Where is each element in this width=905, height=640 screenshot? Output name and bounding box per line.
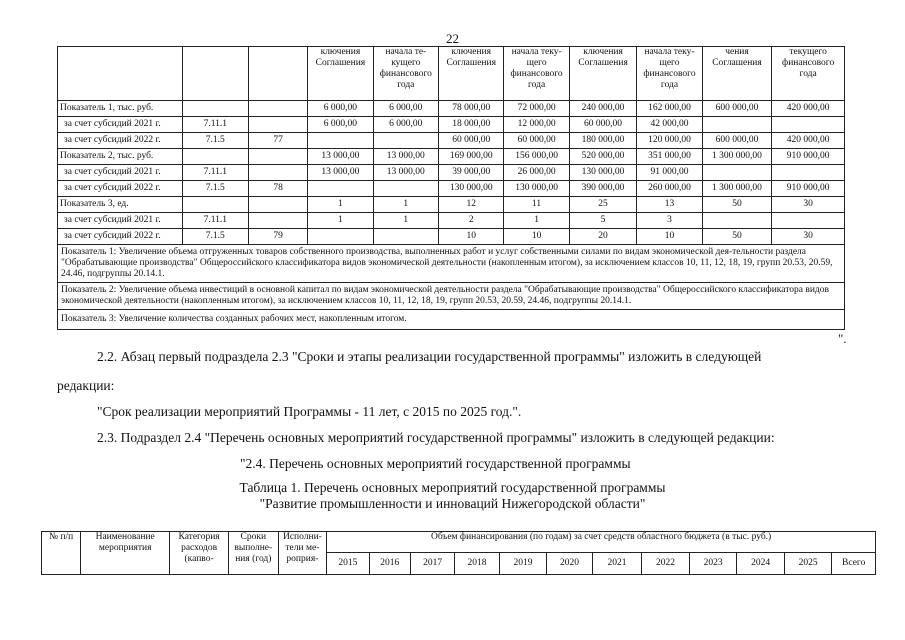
value-cell: 11 — [504, 197, 569, 213]
col-category-header: Категория расходов (капво- — [170, 532, 229, 575]
value-cell — [772, 165, 845, 181]
closing-quote: ". — [838, 331, 847, 346]
col-name-header: Наименование мероприятия — [81, 532, 170, 575]
indicators-header-cell: ключения Соглашения — [439, 47, 504, 101]
value-cell — [373, 133, 438, 149]
year-header-cell: 2016 — [369, 552, 410, 574]
table-row — [58, 197, 845, 213]
value-cell: 6 000,00 — [373, 101, 438, 117]
value-cell: 130 000,00 — [569, 165, 636, 181]
indicators-table — [57, 46, 845, 330]
indicators-header-cell: начала те-кущего финансового года — [373, 47, 438, 101]
value-cell: 156 000,00 — [504, 149, 569, 165]
value-cell: 60 000,00 — [569, 117, 636, 133]
value-cell — [373, 181, 438, 197]
value-cell: 72 000,00 — [504, 101, 569, 117]
year-header-cell: 2024 — [737, 552, 785, 574]
indicators-header-cell: ключения Соглашения — [569, 47, 636, 101]
value-cell: 130 000,00 — [439, 181, 504, 197]
note-row — [58, 245, 845, 283]
row-id-cell — [249, 101, 308, 117]
year-header-cell: 2022 — [642, 552, 690, 574]
value-cell: 420 000,00 — [772, 133, 845, 149]
indicators-header-cell — [249, 47, 308, 101]
value-cell: 6 000,00 — [308, 117, 373, 133]
section-heading: "2.4. Перечень основных мероприятий государственной программы — [240, 456, 631, 471]
year-header-cell: 2019 — [499, 552, 547, 574]
note-row — [58, 283, 845, 310]
row-label-cell: за счет субсидий 2021 г. — [58, 165, 183, 181]
value-cell — [308, 133, 373, 149]
value-cell: 6 000,00 — [308, 101, 373, 117]
note-row — [58, 310, 845, 330]
indicator-note: Показатель 3: Увеличение количества созданных рабочих мест, накопленным итогом. — [58, 310, 845, 330]
value-cell — [308, 229, 373, 245]
value-cell: 30 — [772, 197, 845, 213]
value-cell: 240 000,00 — [569, 101, 636, 117]
value-cell: 78 000,00 — [439, 101, 504, 117]
measures-table-header — [41, 531, 876, 575]
value-cell: 42 000,00 — [637, 117, 702, 133]
indicators-header-cell: начала теку-щего финансового года — [504, 47, 569, 101]
value-cell: 60 000,00 — [504, 133, 569, 149]
row-label-cell: за счет субсидий 2022 г. — [58, 181, 183, 197]
value-cell: 600 000,00 — [702, 133, 772, 149]
value-cell: 12 — [439, 197, 504, 213]
value-cell: 10 — [637, 229, 702, 245]
value-cell: 13 000,00 — [308, 165, 373, 181]
row-id-cell: 79 — [249, 229, 308, 245]
year-header-cell: Всего — [832, 552, 876, 574]
row-label-cell: Показатель 1, тыс. руб. — [58, 101, 183, 117]
value-cell: 390 000,00 — [569, 181, 636, 197]
value-cell: 6 000,00 — [373, 117, 438, 133]
row-code-cell: 7.1.5 — [182, 229, 248, 245]
year-header-cell: 2023 — [689, 552, 737, 574]
value-cell: 30 — [772, 229, 845, 245]
value-cell: 13 — [637, 197, 702, 213]
value-cell: 130 000,00 — [504, 181, 569, 197]
value-cell: 1 300 000,00 — [702, 181, 772, 197]
value-cell: 18 000,00 — [439, 117, 504, 133]
value-cell: 50 — [702, 229, 772, 245]
row-id-cell — [249, 117, 308, 133]
value-cell: 10 — [439, 229, 504, 245]
value-cell: 910 000,00 — [772, 149, 845, 165]
row-id-cell: 78 — [249, 181, 308, 197]
value-cell: 180 000,00 — [569, 133, 636, 149]
row-id-cell — [249, 213, 308, 229]
value-cell: 39 000,00 — [439, 165, 504, 181]
value-cell: 13 000,00 — [373, 149, 438, 165]
value-cell: 520 000,00 — [569, 149, 636, 165]
table-row — [58, 165, 845, 181]
value-cell: 162 000,00 — [637, 101, 702, 117]
row-code-cell: 7.11.1 — [182, 213, 248, 229]
year-header-cell: 2021 — [592, 552, 642, 574]
row-label-cell: за счет субсидий 2022 г. — [58, 133, 183, 149]
row-label-cell: Показатель 3, ед. — [58, 197, 183, 213]
table-row — [58, 229, 845, 245]
value-cell: 5 — [569, 213, 636, 229]
year-header-cell: 2018 — [455, 552, 499, 574]
col-number-header: № п/п — [42, 532, 81, 575]
year-header-cell: 2015 — [327, 552, 369, 574]
row-label-cell: за счет субсидий 2022 г. — [58, 229, 183, 245]
table-row — [58, 149, 845, 165]
row-id-cell — [249, 149, 308, 165]
year-header-cell: 2017 — [410, 552, 454, 574]
col-executors-header: Исполни-тели ме-роприя- — [278, 532, 327, 575]
row-id-cell — [249, 197, 308, 213]
table-row — [58, 101, 845, 117]
row-code-cell: 7.11.1 — [182, 165, 248, 181]
indicators-header-cell — [58, 47, 183, 101]
value-cell — [772, 117, 845, 133]
value-cell: 1 — [504, 213, 569, 229]
value-cell: 10 — [504, 229, 569, 245]
value-cell: 260 000,00 — [637, 181, 702, 197]
paragraph-2-2-line2: редакции: — [57, 378, 115, 393]
table-caption-line2: "Развитие промышленности и инноваций Нижегородской области" — [259, 496, 646, 511]
value-cell: 1 — [308, 213, 373, 229]
col-terms-header: Сроки выполне-ния (год) — [229, 532, 279, 575]
page-number: 22 — [446, 31, 459, 46]
indicators-header-cell: ключения Соглашения — [308, 47, 373, 101]
value-cell: 910 000,00 — [772, 181, 845, 197]
value-cell — [702, 117, 772, 133]
indicators-header-cell: текущего финансового года — [772, 47, 845, 101]
row-id-cell: 77 — [249, 133, 308, 149]
row-code-cell: 7.1.5 — [182, 133, 248, 149]
value-cell: 1 — [308, 197, 373, 213]
indicator-note: Показатель 2: Увеличение объема инвестиций в основной капитал по видам экономической деятельности раздела "Обрабатывающие производства" Общероссийского классификатора видов экономической деятельности (накопленным итогом), за исключением классов 10, 11, 12, 18, 19, групп 20.53, 20.59, 24.46, подгруппы 20.14.1. — [58, 283, 845, 310]
table-row — [58, 213, 845, 229]
value-cell: 25 — [569, 197, 636, 213]
row-label-cell: Показатель 2, тыс. руб. — [58, 149, 183, 165]
row-label-cell: за счет субсидий 2021 г. — [58, 213, 183, 229]
value-cell: 91 000,00 — [637, 165, 702, 181]
value-cell — [702, 213, 772, 229]
row-id-cell — [249, 165, 308, 181]
indicators-header-row — [58, 47, 845, 101]
value-cell — [308, 181, 373, 197]
value-cell: 420 000,00 — [772, 101, 845, 117]
value-cell: 1 — [373, 197, 438, 213]
indicators-header-cell: чения Соглашения — [702, 47, 772, 101]
value-cell: 20 — [569, 229, 636, 245]
indicators-header-cell: начала теку-щего финансового года — [637, 47, 702, 101]
year-header-cell: 2020 — [547, 552, 592, 574]
row-code-cell — [182, 101, 248, 117]
paragraph-term: "Срок реализации мероприятий Программы - 11 лет, с 2015 по 2025 год.". — [97, 404, 522, 419]
value-cell: 351 000,00 — [637, 149, 702, 165]
value-cell — [702, 165, 772, 181]
value-cell: 3 — [637, 213, 702, 229]
paragraph-2-3: 2.3. Подраздел 2.4 "Перечень основных мероприятий государственной программы" изложить в следующей редакции: — [97, 430, 775, 445]
value-cell — [373, 229, 438, 245]
value-cell: 169 000,00 — [439, 149, 504, 165]
value-cell: 1 300 000,00 — [702, 149, 772, 165]
row-label-cell: за счет субсидий 2021 г. — [58, 117, 183, 133]
value-cell: 13 000,00 — [308, 149, 373, 165]
value-cell: 1 — [373, 213, 438, 229]
value-cell: 26 000,00 — [504, 165, 569, 181]
value-cell: 2 — [439, 213, 504, 229]
row-code-cell: 7.1.5 — [182, 181, 248, 197]
paragraph-2-2-line1: 2.2. Абзац первый подраздела 2.3 "Сроки и этапы реализации государственной программы" изложить в следующей — [97, 349, 762, 364]
table-row — [58, 133, 845, 149]
value-cell: 600 000,00 — [702, 101, 772, 117]
value-cell — [772, 213, 845, 229]
value-cell: 13 000,00 — [373, 165, 438, 181]
value-cell: 120 000,00 — [637, 133, 702, 149]
indicators-header-cell — [182, 47, 248, 101]
value-cell: 50 — [702, 197, 772, 213]
funding-header: Объем финансирования (по годам) за счет средств областного бюджета (в тыс. руб.) — [327, 532, 876, 553]
indicators-table-body — [58, 47, 845, 330]
table-row — [58, 181, 845, 197]
value-cell: 12 000,00 — [504, 117, 569, 133]
table-caption-line1: Таблица 1. Перечень основных мероприятий государственной программы — [239, 480, 666, 495]
row-code-cell — [182, 149, 248, 165]
row-code-cell — [182, 197, 248, 213]
value-cell: 60 000,00 — [439, 133, 504, 149]
table-row — [58, 117, 845, 133]
year-header-cell: 2025 — [784, 552, 832, 574]
indicator-note: Показатель 1: Увеличение объема отгруженных товаров собственного производства, выполненных работ и услуг собственными силами по видам экономической дея-тельности раздела "Обрабатывающие производства" Общероссийского классификатора видов экономической деятельности (накопленным итогом), за исключением классов 10, 11, 12, 18, 19, групп 20.53, 20.59, 24.46, подгруппы 20.14.1. — [58, 245, 845, 283]
row-code-cell: 7.11.1 — [182, 117, 248, 133]
